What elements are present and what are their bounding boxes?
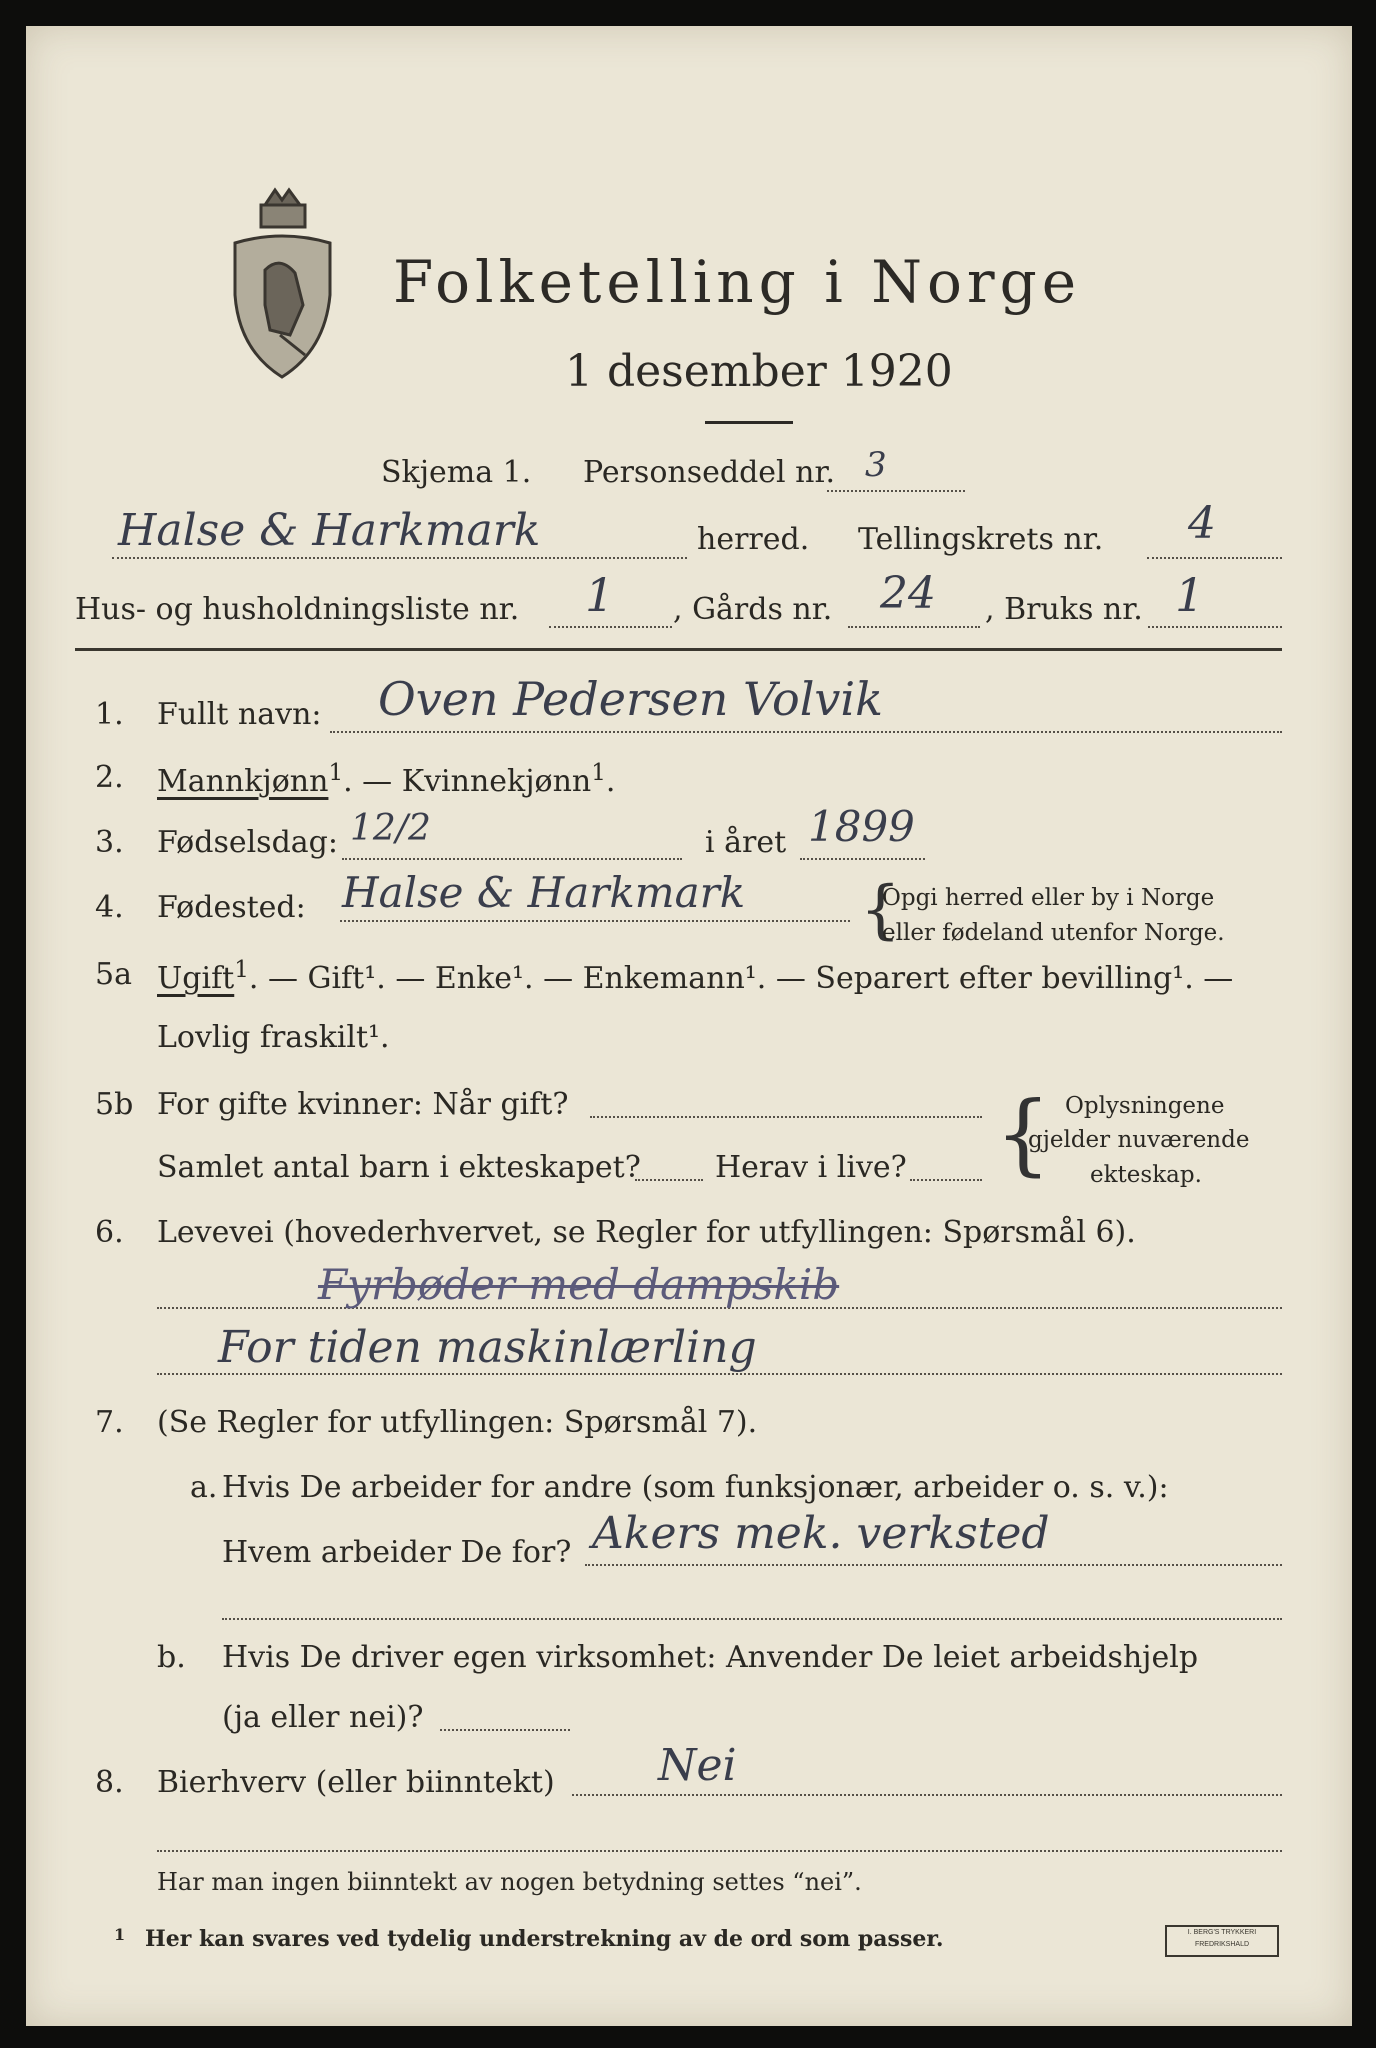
q5b-note-2: gjelder nuværende bbox=[1028, 1127, 1250, 1153]
q4-number: 4. bbox=[95, 890, 124, 925]
herred-line bbox=[112, 557, 687, 559]
q1-label: Fullt navn: bbox=[157, 697, 322, 732]
q5b-label-2: Samlet antal barn i ekteskapet? bbox=[157, 1150, 641, 1185]
q8-line-1 bbox=[572, 1794, 1282, 1796]
q1-number: 1. bbox=[95, 697, 124, 732]
q5b-brace: { bbox=[995, 1082, 1051, 1185]
q5a-line2: Lovlig fraskilt¹. bbox=[157, 1020, 390, 1055]
bruks-value: 1 bbox=[1175, 568, 1205, 622]
q7-label: (Se Regler for utfyllingen: Spørsmål 7). bbox=[157, 1405, 758, 1440]
q5b-number: 5b bbox=[95, 1087, 134, 1122]
q3-label: Fødselsdag: bbox=[157, 825, 338, 860]
q2-number: 2. bbox=[95, 760, 124, 795]
q8-line-2 bbox=[157, 1850, 1282, 1852]
skjema-label: Skjema 1. bbox=[381, 455, 532, 490]
q1-line bbox=[330, 731, 1282, 733]
tellingskrets-value: 4 bbox=[1188, 498, 1216, 549]
gards-value: 24 bbox=[880, 568, 936, 619]
herred-label: herred. bbox=[697, 522, 810, 557]
husliste-label: Hus- og husholdningsliste nr. bbox=[75, 592, 520, 627]
q3-number: 3. bbox=[95, 825, 124, 860]
q5b-label-1: For gifte kvinner: Når gift? bbox=[157, 1087, 569, 1122]
q3-day-line bbox=[342, 858, 682, 860]
personseddel-line bbox=[827, 490, 965, 492]
biinntekt-note: Har man ingen biinntekt av nogen betydning settes “nei”. bbox=[157, 1868, 862, 1896]
tellingskrets-line bbox=[1147, 557, 1282, 559]
q4-note-2: eller fødeland utenfor Norge. bbox=[882, 920, 1225, 946]
q3-year-label: i året bbox=[705, 825, 787, 860]
q7b-number: b. bbox=[157, 1640, 186, 1675]
printer-stamp: I. BERG'S TRYKKERI FREDRIKSHALD bbox=[1165, 1925, 1279, 1957]
bruks-line bbox=[1148, 626, 1282, 628]
q3-year-line bbox=[800, 858, 925, 860]
q7b-line bbox=[440, 1729, 570, 1731]
title-divider bbox=[705, 421, 793, 424]
q4-line bbox=[340, 920, 850, 922]
q7a-line-1 bbox=[585, 1564, 1282, 1566]
husliste-value: 1 bbox=[585, 568, 615, 622]
q8-label: Bierhverv (eller biinntekt) bbox=[157, 1765, 555, 1800]
q6-line-2 bbox=[157, 1373, 1282, 1375]
q7a-text: Hvis De arbeider for andre (som funksjonær, arbeider o. s. v.): bbox=[222, 1470, 1169, 1505]
header-divider bbox=[75, 648, 1282, 651]
q5b-line-3 bbox=[910, 1179, 982, 1181]
personseddel-label: Personseddel nr. bbox=[583, 455, 836, 490]
personseddel-value: 3 bbox=[865, 445, 887, 485]
form-title: Folketelling i Norge bbox=[393, 248, 1082, 316]
q4-value: Halse & Harkmark bbox=[342, 868, 746, 917]
q2-text: Mannkjønn$^1$. — Kvinnekjønn$^1$. bbox=[157, 760, 616, 799]
q6-struck-value: Fyrbøder med dampskib bbox=[318, 1260, 840, 1309]
q5a-number: 5a bbox=[95, 957, 132, 992]
q5b-note-3: ekteskap. bbox=[1090, 1162, 1202, 1188]
q5b-note-1: Oplysningene bbox=[1065, 1093, 1225, 1119]
footnote-text: Her kan svares ved tydelig understrekning av de ord som passer. bbox=[145, 1926, 944, 1952]
gards-line bbox=[848, 626, 980, 628]
q1-value: Oven Pedersen Volvik bbox=[378, 672, 883, 726]
q4-label: Fødested: bbox=[157, 890, 306, 925]
q8-value: Nei bbox=[658, 1740, 737, 1791]
tellingskrets-label: Tellingskrets nr. bbox=[858, 522, 1104, 557]
q7a-question: Hvem arbeider De for? bbox=[222, 1535, 572, 1570]
q5a-ugift[interactable]: Ugift bbox=[157, 961, 235, 996]
q6-number: 6. bbox=[95, 1215, 124, 1250]
q7a-number: a. bbox=[190, 1470, 218, 1505]
q8-number: 8. bbox=[95, 1765, 124, 1800]
q7b-question: (ja eller nei)? bbox=[222, 1700, 424, 1735]
q7a-line-2 bbox=[222, 1618, 1282, 1620]
q5b-line-1 bbox=[590, 1116, 982, 1118]
q5a-text: Ugift$^1$. — Gift¹. — Enke¹. — Enkemann¹. — Separert efter bevilling¹. — bbox=[157, 957, 1234, 996]
q6-value: For tiden maskinlærling bbox=[218, 1322, 757, 1373]
bruks-label: , Bruks nr. bbox=[985, 592, 1143, 627]
footnote-mark: 1 bbox=[114, 1925, 126, 1944]
q4-brace: { bbox=[860, 873, 901, 947]
q3-year-value: 1899 bbox=[808, 802, 915, 851]
husliste-line bbox=[549, 626, 672, 628]
q5b-label-3: Herav i live? bbox=[715, 1150, 907, 1185]
q2-mannkjonn[interactable]: Mannkjønn bbox=[157, 764, 329, 799]
census-date: 1 desember 1920 bbox=[565, 346, 953, 397]
norway-coat-of-arms-icon bbox=[225, 185, 340, 385]
q7b-text: Hvis De driver egen virksomhet: Anvender De leiet arbeidshjelp bbox=[222, 1640, 1199, 1675]
gards-label: , Gårds nr. bbox=[673, 592, 833, 627]
q6-label: Levevei (hovederhvervet, se Regler for utfyllingen: Spørsmål 6). bbox=[157, 1215, 1136, 1250]
q7a-value: Akers mek. verksted bbox=[592, 1508, 1050, 1559]
q3-day-value: 12/2 bbox=[350, 808, 431, 849]
q7-number: 7. bbox=[95, 1405, 124, 1440]
q2-kvinnekjonn[interactable]: Kvinnekjønn bbox=[401, 764, 592, 799]
q5b-line-2 bbox=[635, 1179, 703, 1181]
herred-value: Halse & Harkmark bbox=[118, 505, 541, 556]
q4-note-1: Opgi herred eller by i Norge bbox=[882, 885, 1215, 911]
